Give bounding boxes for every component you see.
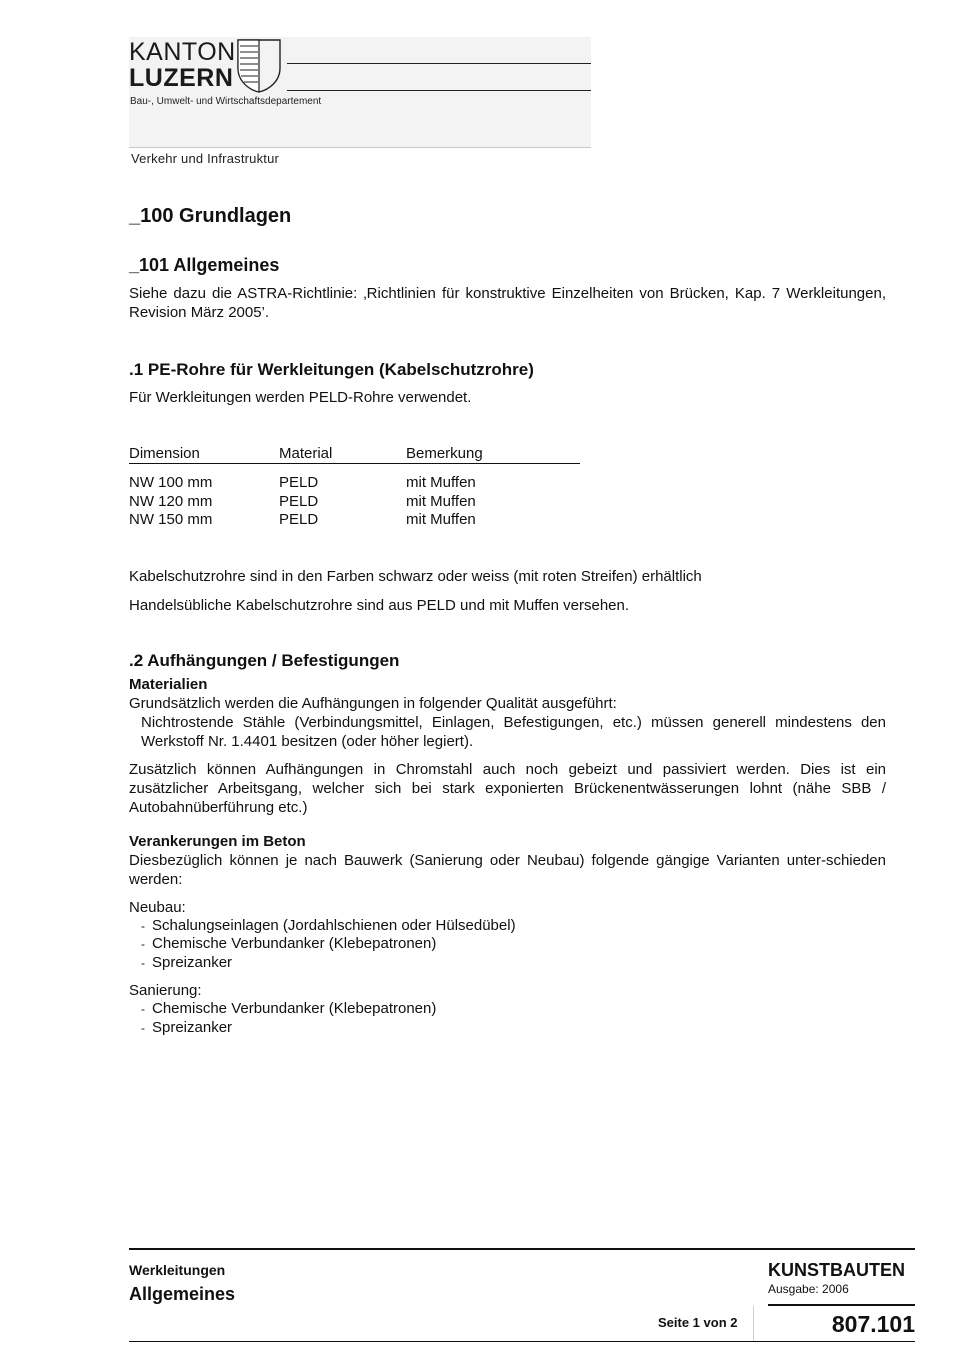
table-cell: NW 150 mm bbox=[129, 511, 213, 528]
table-row bbox=[129, 511, 580, 530]
table-cell: NW 100 mm bbox=[129, 474, 213, 491]
page-number: Seite 1 von 2 bbox=[658, 1315, 738, 1330]
color-note: Kabelschutzrohre sind in den Farben schwarz oder weiss (mit roten Streifen) erhältlich bbox=[129, 567, 702, 585]
logo-luzern: LUZERN bbox=[129, 64, 234, 92]
anchor-label: Verankerungen im Beton bbox=[129, 832, 306, 850]
document-body bbox=[129, 202, 886, 1037]
column-header: Material bbox=[279, 444, 406, 464]
list-item: - Chemische Verbundanker (Klebepatronen) bbox=[141, 935, 437, 952]
sanierung-label: Sanierung: bbox=[129, 982, 202, 999]
footer-right-rule bbox=[768, 1304, 915, 1306]
list-item: - Schalungseinlagen (Jordahlschienen oder Hülsedübel) bbox=[141, 916, 516, 934]
footer-bottom-rule bbox=[129, 1341, 915, 1342]
materials-text: Grundsätzlich werden die Aufhängungen in folgender Qualität ausgeführt: bbox=[129, 694, 617, 712]
list-item: - Spreizanker bbox=[141, 953, 233, 971]
department-name: Bau-, Umwelt- und Wirtschaftsdepartement bbox=[130, 96, 322, 107]
table-cell: mit Muffen bbox=[406, 492, 476, 510]
footer-separator bbox=[753, 1306, 754, 1342]
table-cell: mit Muffen bbox=[406, 474, 476, 491]
table-cell: PELD bbox=[279, 492, 319, 510]
document-number: 807.101 bbox=[831, 1311, 915, 1337]
footer-top-rule bbox=[129, 1248, 915, 1250]
trade-note: Handelsübliche Kabelschutzrohre sind aus PELD und mit Muffen versehen. bbox=[129, 596, 630, 614]
unit-name: Verkehr und Infrastruktur bbox=[131, 151, 280, 166]
table-cell: NW 120 mm bbox=[129, 492, 213, 510]
heading-grundlagen: _100 Grundlagen bbox=[129, 205, 292, 227]
table-cell: PELD bbox=[279, 474, 319, 491]
footer-category: Werkleitungen bbox=[129, 1262, 226, 1278]
neubau-label: Neubau: bbox=[129, 898, 186, 916]
logo-kanton: KANTON bbox=[129, 38, 236, 66]
column-header: Dimension bbox=[129, 444, 279, 464]
table-cell: mit Muffen bbox=[406, 511, 476, 528]
footer-edition: Ausgabe: 2006 bbox=[768, 1282, 849, 1296]
additional-text: Zusätzlich können Aufhängungen in Chromstahl auch noch gebeizt und passiviert werden. Dies ist ein zusätzlicher Arbeitsgang, welcher sich bei stark exponierten Brückenentwässerungen lohnt (nähe SBB / Autobahnüberführung etc.) bbox=[129, 760, 886, 816]
materials-item: Nichtrostende Stähle (Verbindungsmittel, Einlagen, Befestigungen, etc.) müssen generell mindestens den Werkstoff Nr. 1.4401 besitzen (oder höher legiert). bbox=[141, 713, 886, 750]
coat-of-arms-icon bbox=[236, 38, 284, 94]
footer-title: Allgemeines bbox=[129, 1284, 236, 1304]
neubau-list bbox=[129, 917, 886, 973]
heading-aufhaengungen: .2 Aufhängungen / Befestigungen bbox=[129, 650, 400, 670]
column-header: Bemerkung bbox=[406, 444, 580, 464]
table-cell: PELD bbox=[279, 511, 319, 528]
list-item: - Spreizanker bbox=[141, 1018, 233, 1036]
list-item: - Chemische Verbundanker (Klebepatronen) bbox=[141, 1000, 437, 1017]
footer-series: KUNSTBAUTEN bbox=[768, 1260, 905, 1280]
header-rule-bottom bbox=[287, 90, 591, 91]
pipe-table bbox=[129, 444, 580, 530]
anchor-text: Diesbezüglich können je nach Bauwerk (Sanierung oder Neubau) folgende gängige Varianten unter-schieden werden: bbox=[129, 851, 886, 888]
table-row bbox=[129, 474, 580, 493]
pe-rohre-text: Für Werkleitungen werden PELD-Rohre verwendet. bbox=[129, 389, 472, 406]
table-header-row bbox=[129, 444, 580, 464]
heading-pe-rohre: .1 PE-Rohre für Werkleitungen (Kabelschutzrohre) bbox=[129, 360, 534, 379]
table-row bbox=[129, 493, 580, 512]
header-rule-top bbox=[287, 63, 591, 64]
header-divider bbox=[129, 147, 591, 148]
heading-allgemeines: _101 Allgemeines bbox=[129, 255, 280, 275]
intro-paragraph: Siehe dazu die ASTRA-Richtlinie: ‚Richtlinien für konstruktive Einzelheiten von Brücken, Kap. 7 Werkleitungen, Revision März 2005’. bbox=[129, 285, 886, 321]
materials-label: Materialien bbox=[129, 675, 208, 693]
sanierung-list bbox=[129, 1000, 886, 1037]
